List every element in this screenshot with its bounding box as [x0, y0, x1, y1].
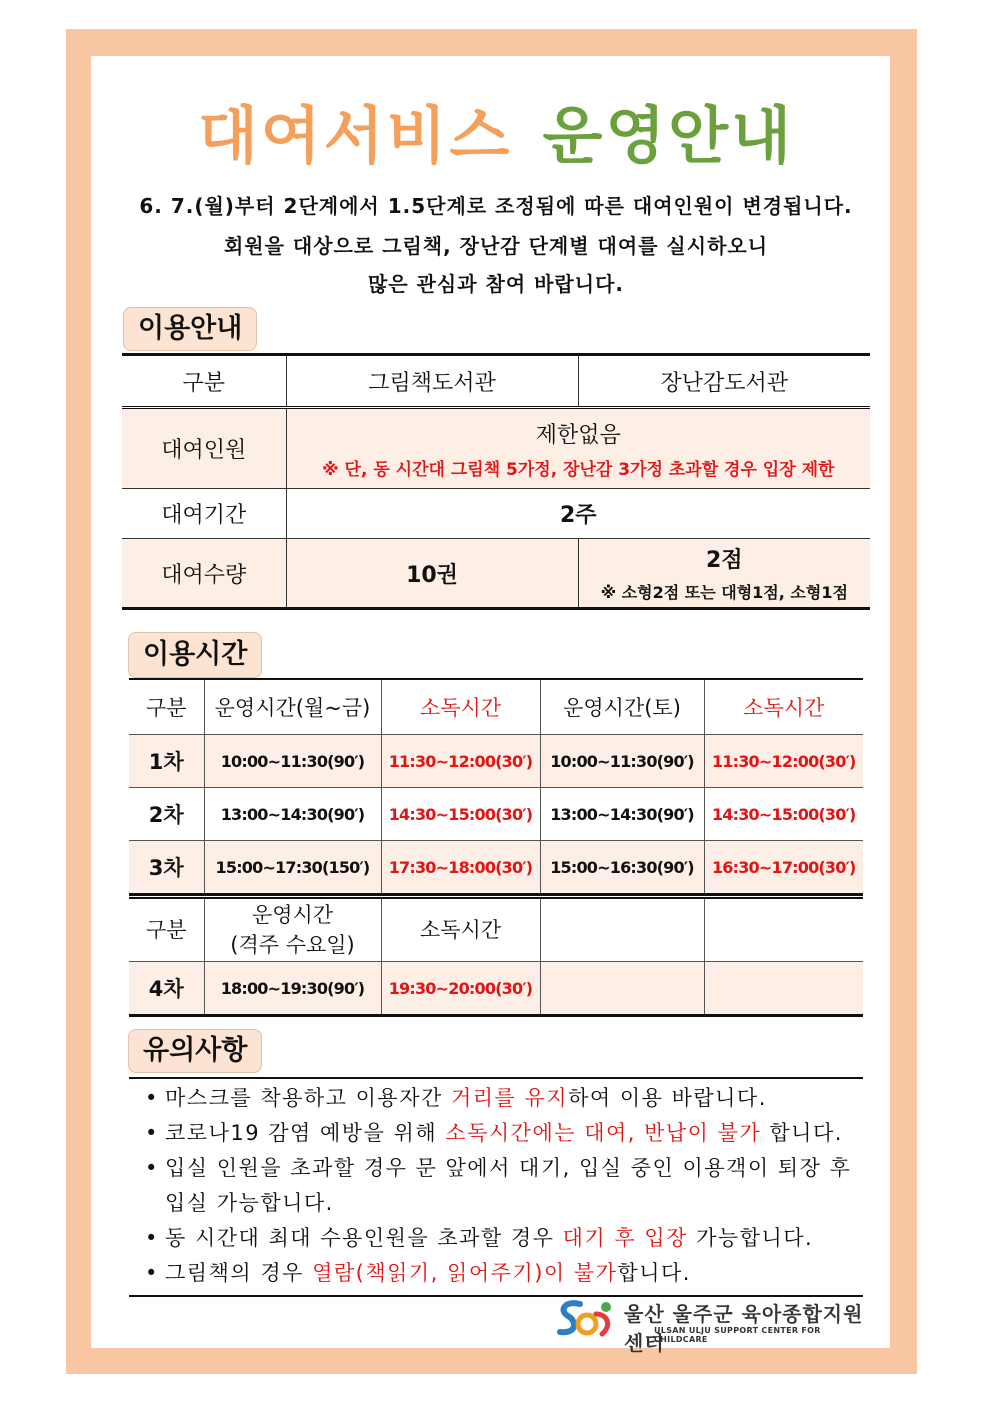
section-notes: 유의사항 [128, 1029, 262, 1073]
hours-header-weekday: 운영시간(월~금) [204, 679, 381, 735]
hours-row [129, 735, 863, 788]
center-logo [554, 1296, 874, 1355]
hours-weekday-disinfect: 14:30~15:00(30′) [381, 788, 540, 841]
hours-sat-disinfect: 11:30~12:00(30′) [704, 735, 863, 788]
hours-weekday-disinfect: 11:30~12:00(30′) [381, 735, 540, 788]
page-title [0, 86, 992, 175]
wed-header-op-line1: 운영시간 [251, 903, 334, 927]
usage-period-label: 대여기간 [122, 489, 286, 539]
wed-disinfect: 19:30~20:00(30′) [381, 962, 540, 1016]
usage-table [122, 353, 870, 610]
title-part1: 대여서비스 [197, 99, 513, 172]
usage-row-quantity [122, 539, 870, 609]
note-item: • 마스크를 착용하고 이용자간 거리를 유지하여 이용 바랍니다. [129, 1081, 863, 1116]
hours-header-sat-disinfect: 소독시간 [704, 679, 863, 735]
note-item: • 입실 인원을 초과할 경우 문 앞에서 대기, 입실 중인 이용객이 퇴장 후 입실 가능합니다. [129, 1151, 863, 1221]
usage-period-value: 2주 [286, 489, 870, 539]
hours-table [129, 678, 863, 896]
hours-row [129, 841, 863, 895]
wed-header-empty [704, 898, 863, 962]
bullet-icon: • [145, 1156, 159, 1180]
usage-quantity-toy-cell [578, 539, 870, 609]
bullet-icon: • [145, 1086, 159, 1110]
wed-header-op [204, 898, 381, 962]
usage-quantity-book: 10권 [286, 539, 578, 609]
title-part2: 운영안내 [542, 99, 795, 172]
intro-line-1: 6. 7.(월)부터 2단계에서 1.5단계로 조정됨에 따른 대여인원이 변경됩니다. [139, 194, 853, 218]
center-logo-icon [554, 1296, 618, 1342]
section-usage: 이용안내 [123, 307, 257, 351]
note-item: • 코로나19 감염 예방을 위해 소독시간에는 대여, 반납이 불가 합니다. [129, 1116, 863, 1151]
section-hours: 이용시간 [128, 632, 262, 678]
usage-header-toy: 장난감도서관 [578, 355, 870, 408]
usage-header-book: 그림책도서관 [286, 355, 578, 408]
wed-row-label: 4차 [129, 962, 204, 1016]
usage-people-note: ※ 단, 동 시간대 그림책 5가정, 장난감 3가정 초과할 경우 입장 제한 [322, 459, 835, 480]
hours-header-row [129, 679, 863, 735]
usage-quantity-label: 대여수량 [122, 539, 286, 609]
hours-sat-disinfect: 16:30~17:00(30′) [704, 841, 863, 895]
hours-weekday: 10:00~11:30(90′) [204, 735, 381, 788]
wed-header-op-line2: (격주 수요일) [230, 933, 355, 957]
hours-weekday-disinfect: 17:30~18:00(30′) [381, 841, 540, 895]
usage-row-period [122, 489, 870, 539]
bullet-icon: • [145, 1226, 159, 1250]
hours-weekday: 13:00~14:30(90′) [204, 788, 381, 841]
center-logo-subtitle: ULSAN ULJU SUPPORT CENTER FOR CHILDCARE [654, 1326, 821, 1344]
hours-row [129, 788, 863, 841]
wednesday-hours-table [129, 897, 863, 1017]
hours-sat-disinfect: 14:30~15:00(30′) [704, 788, 863, 841]
note-item: • 그림책의 경우 열람(책읽기, 읽어주기)이 불가합니다. [129, 1256, 863, 1291]
usage-people-label: 대여인원 [122, 408, 286, 489]
hours-header-gubun: 구분 [129, 679, 204, 735]
usage-header-gubun: 구분 [122, 355, 286, 408]
wed-header-disinfect: 소독시간 [381, 898, 540, 962]
wed-header-gubun: 구분 [129, 898, 204, 962]
usage-people-cell [286, 408, 870, 489]
wed-header-empty [540, 898, 704, 962]
usage-header-row [122, 355, 870, 408]
usage-quantity-toy-note: ※ 소형2점 또는 대형1점, 소형1점 [600, 583, 848, 602]
hours-sat: 13:00~14:30(90′) [540, 788, 704, 841]
usage-row-people [122, 408, 870, 489]
hours-sat: 15:00~16:30(90′) [540, 841, 704, 895]
hours-header-sat: 운영시간(토) [540, 679, 704, 735]
note-item: • 동 시간대 최대 수용인원을 초과할 경우 대기 후 입장 가능합니다. [129, 1221, 863, 1256]
notes-list [129, 1077, 863, 1297]
bullet-icon: • [145, 1121, 159, 1145]
wed-row [129, 962, 863, 1016]
wed-empty-cell [540, 962, 704, 1016]
hours-sat: 10:00~11:30(90′) [540, 735, 704, 788]
hours-header-weekday-disinfect: 소독시간 [381, 679, 540, 735]
wed-empty-cell [704, 962, 863, 1016]
usage-quantity-toy: 2점 [705, 548, 743, 573]
hours-row-label: 1차 [129, 735, 204, 788]
intro-line-2: 회원을 대상으로 그림책, 장난감 단계별 대여를 실시하오니 [223, 234, 769, 258]
hours-row-label: 3차 [129, 841, 204, 895]
intro-line-3: 많은 관심과 참여 바랍니다. [367, 272, 624, 296]
hours-row-label: 2차 [129, 788, 204, 841]
center-logo-name: 울산 울주군 육아종합지원센터 [624, 1302, 864, 1355]
wed-header-row [129, 898, 863, 962]
wed-op: 18:00~19:30(90′) [204, 962, 381, 1016]
bullet-icon: • [145, 1261, 159, 1285]
hours-weekday: 15:00~17:30(150′) [204, 841, 381, 895]
usage-people-value: 제한없음 [535, 422, 621, 448]
